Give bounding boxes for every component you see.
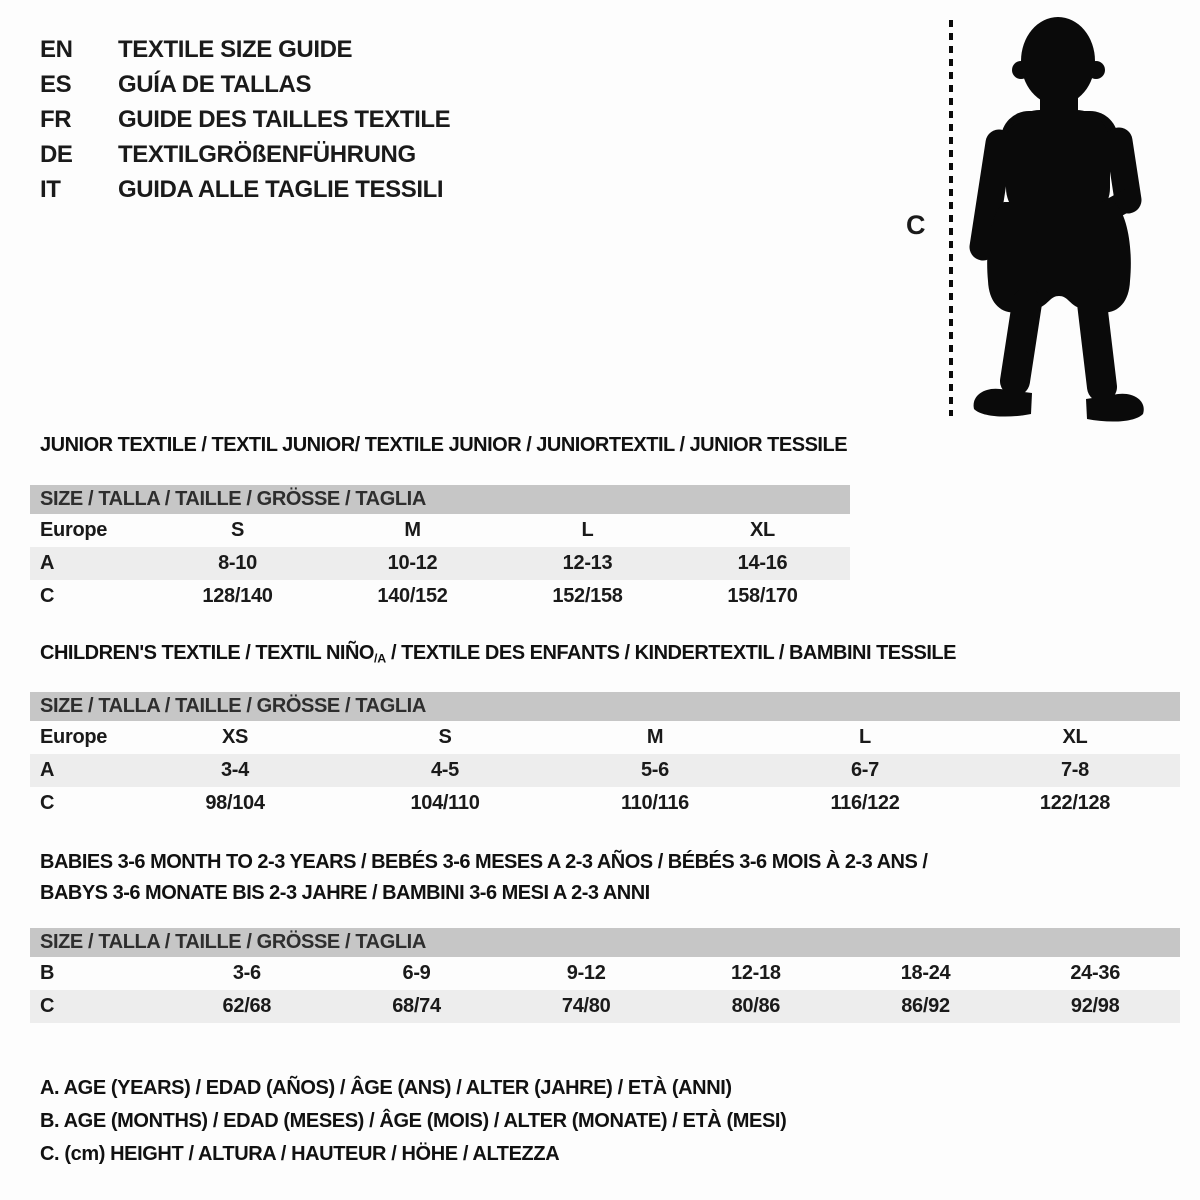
age-cell: 18-24	[900, 962, 951, 984]
table-row	[30, 514, 850, 547]
lang-code-fr: FR	[40, 105, 72, 133]
legend-line-c: C. (cm) HEIGHT / ALTURA / HAUTEUR / HÖHE / ALTEZZA	[40, 1143, 560, 1165]
size-cell: M	[404, 519, 421, 541]
babies-section-title	[40, 847, 927, 909]
height-cell: 104/110	[410, 792, 480, 814]
table-row	[30, 721, 1180, 754]
age-cell: 14-16	[737, 552, 788, 574]
age-cell: 24-36	[1070, 962, 1121, 984]
age-cell: 10-12	[387, 552, 438, 574]
junior-size-header-bar: SIZE / TALLA / TAILLE / GRÖSSE / TAGLIA	[30, 485, 850, 514]
babies-size-header-bar: SIZE / TALLA / TAILLE / GRÖSSE / TAGLIA	[30, 928, 1180, 957]
lang-row-it	[40, 172, 450, 207]
height-cell: 92/98	[1070, 995, 1120, 1017]
age-cell: 6-7	[850, 759, 879, 781]
table-row	[30, 580, 850, 613]
size-cell: S	[438, 726, 452, 748]
table-row	[30, 990, 1180, 1023]
lang-row-de	[40, 137, 450, 172]
table-row	[30, 547, 850, 580]
children-title-subscript: /A	[373, 651, 386, 666]
size-cell: M	[646, 726, 664, 748]
age-cell: 3-6	[232, 962, 261, 984]
measure-legend	[40, 1072, 786, 1171]
children-size-table	[30, 692, 1180, 820]
size-cell: XL	[750, 519, 775, 541]
lang-row-en	[40, 32, 450, 67]
age-cell: 6-9	[402, 962, 431, 984]
age-cell: 3-4	[220, 759, 249, 781]
children-title-part1: CHILDREN'S TEXTILE / TEXTIL NIÑO	[40, 642, 374, 664]
junior-section-title: JUNIOR TEXTILE / TEXTIL JUNIOR/ TEXTILE JUNIOR / JUNIORTEXTIL / JUNIOR TESSILE	[40, 434, 848, 456]
height-cell: 116/122	[830, 792, 900, 814]
table-row	[30, 787, 1180, 820]
babies-size-table	[30, 928, 1180, 1023]
row-label: Europe	[40, 726, 108, 748]
age-cell: 4-5	[430, 759, 459, 781]
lang-row-fr	[40, 102, 450, 137]
junior-size-table	[30, 485, 850, 613]
lang-code-en: EN	[40, 35, 73, 63]
lang-label-en: TEXTILE SIZE GUIDE	[118, 35, 353, 63]
lang-label-fr: GUIDE DES TAILLES TEXTILE	[118, 105, 451, 133]
height-cell: 110/116	[621, 792, 689, 814]
height-cell: 62/68	[222, 995, 272, 1017]
toddler-body	[974, 17, 1144, 422]
height-cell: 122/128	[1039, 792, 1111, 814]
size-cell: L	[859, 726, 871, 748]
toddler-silhouette-figure	[900, 10, 1150, 422]
row-label: C	[40, 995, 55, 1017]
age-cell: 12-13	[562, 552, 613, 574]
lang-code-es: ES	[40, 70, 72, 98]
lang-code-de: DE	[40, 140, 73, 168]
size-cell: L	[581, 519, 594, 541]
age-cell: 5-6	[640, 759, 669, 781]
height-cell: 128/140	[202, 585, 273, 607]
babies-title-line1: BABIES 3-6 MONTH TO 2-3 YEARS / BEBÉS 3-6 MESES A 2-3 AÑOS / BÉBÉS 3-6 MOIS À 2-3 ANS /	[40, 851, 928, 873]
row-label: A	[40, 552, 55, 574]
size-cell: XS	[221, 726, 249, 748]
height-cell: 68/74	[392, 995, 441, 1017]
age-cell: 8-10	[218, 552, 257, 574]
legend-line-a: A. AGE (YEARS) / EDAD (AÑOS) / ÂGE (ANS) / ALTER (JAHRE) / ETÀ (ANNI)	[40, 1077, 732, 1099]
children-title-part2: / TEXTILE DES ENFANTS / KINDERTEXTIL / BAMBINI TESSILE	[385, 642, 956, 664]
row-label: Europe	[40, 519, 108, 541]
row-label: C	[40, 585, 55, 607]
lang-label-de: TEXTILGRÖßENFÜHRUNG	[118, 140, 416, 168]
size-cell: S	[230, 519, 245, 541]
height-cell: 80/86	[731, 995, 781, 1017]
legend-line-b: B. AGE (MONTHS) / EDAD (MESES) / ÂGE (MOIS) / ALTER (MONATE) / ETÀ (MESI)	[40, 1110, 787, 1132]
lang-label-it: GUIDA ALLE TAGLIE TESSILI	[118, 175, 444, 203]
height-cell: 74/80	[561, 995, 611, 1017]
babies-title-line2: BABYS 3-6 MONATE BIS 2-3 JAHRE / BAMBINI 3-6 MESI A 2-3 ANNI	[40, 882, 650, 904]
height-cell: 98/104	[205, 792, 265, 814]
row-label: A	[40, 759, 55, 781]
height-cell: 152/158	[552, 585, 623, 607]
height-cell: 140/152	[377, 585, 448, 607]
size-cell: XL	[1062, 726, 1088, 748]
height-cell: 158/170	[727, 585, 798, 607]
row-label: B	[40, 962, 55, 984]
lang-label-es: GUÍA DE TALLAS	[118, 70, 312, 98]
children-section-title	[40, 640, 956, 672]
height-cell: 86/92	[901, 995, 950, 1017]
language-title-block	[40, 32, 450, 207]
lang-row-es	[40, 67, 450, 102]
height-measure-c-label: C	[906, 210, 926, 240]
age-cell: 7-8	[1060, 759, 1089, 781]
lang-code-it: IT	[40, 175, 61, 203]
table-row	[30, 957, 1180, 990]
age-cell: 9-12	[566, 962, 606, 984]
age-cell: 12-18	[731, 962, 781, 984]
table-row	[30, 754, 1180, 787]
children-size-header-bar: SIZE / TALLA / TAILLE / GRÖSSE / TAGLIA	[30, 692, 1180, 721]
row-label: C	[40, 792, 55, 814]
